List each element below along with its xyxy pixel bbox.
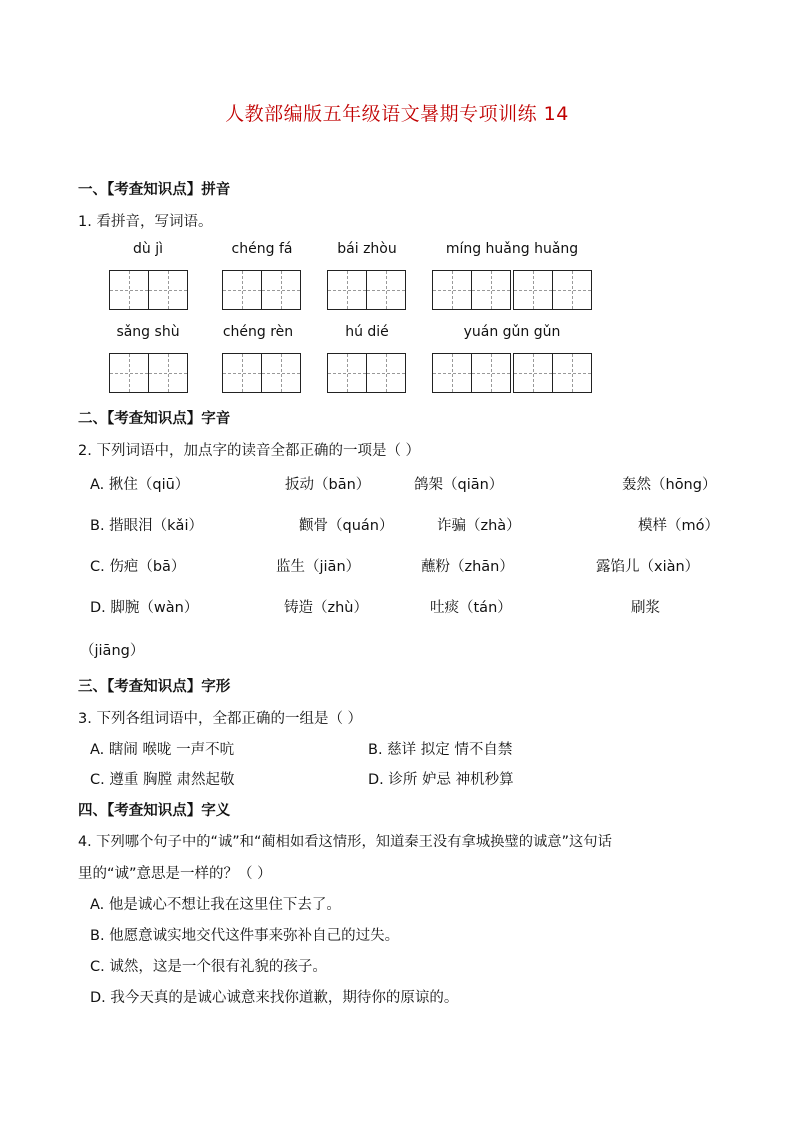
writing-box[interactable] xyxy=(222,270,262,310)
option-a-item[interactable]: A. 揪住（qiū） xyxy=(90,477,190,493)
option-d-item: 铸造（zhù） xyxy=(284,600,368,616)
option-b[interactable]: B. 他愿意诚实地交代这件事来弥补自己的过失。 xyxy=(90,928,400,944)
pinyin-label: chéng rèn xyxy=(222,324,294,340)
writing-box[interactable] xyxy=(109,353,149,393)
option-a-item: 鸽架（qiān） xyxy=(414,477,504,493)
option-b-item: 模样（mó） xyxy=(638,518,719,534)
question-4-stem-cont: 里的“诚”意思是一样的？（ ） xyxy=(78,866,272,882)
writing-box[interactable] xyxy=(148,270,188,310)
page-title: 人教部编版五年级语文暑期专项训练 14 xyxy=(225,103,569,125)
writing-box[interactable] xyxy=(432,270,472,310)
writing-box[interactable] xyxy=(471,270,511,310)
pinyin-label: yuán gǔn gǔn xyxy=(463,324,561,340)
option-c[interactable]: C. 遵重 胸膛 肃然起敬 xyxy=(90,772,235,788)
option-d-tail: （jiāng） xyxy=(80,643,145,659)
writing-box[interactable] xyxy=(552,353,592,393)
writing-box[interactable] xyxy=(513,270,553,310)
writing-box[interactable] xyxy=(513,353,553,393)
option-c-item[interactable]: C. 伤疤（bā） xyxy=(90,559,186,575)
section-heading-meaning: 四、【考查知识点】字义 xyxy=(78,803,231,819)
writing-box[interactable] xyxy=(552,270,592,310)
question-4-stem: 4. 下列哪个句子中的“诚”和“蔺相如看这情形，知道秦王没有拿城换璧的诚意”这句话 xyxy=(78,834,612,850)
option-b[interactable]: B. 慈详 拟定 情不自禁 xyxy=(368,742,513,758)
pinyin-label: bái zhòu xyxy=(337,241,397,257)
option-d-item: 吐痰（tán） xyxy=(430,600,512,616)
question-2-stem: 2. 下列词语中，加点字的读音全都正确的一项是（ ） xyxy=(78,443,421,459)
question-3-stem: 3. 下列各组词语中，全都正确的一组是（ ） xyxy=(78,711,363,727)
writing-box[interactable] xyxy=(327,270,367,310)
option-c-item: 监生（jiān） xyxy=(276,559,361,575)
option-b-item: 诈骗（zhà） xyxy=(437,518,521,534)
writing-box[interactable] xyxy=(261,353,301,393)
option-d-item[interactable]: D. 脚腕（wàn） xyxy=(90,600,199,616)
writing-box[interactable] xyxy=(261,270,301,310)
option-a[interactable]: A. 瞎闹 喉咙 一声不吭 xyxy=(90,742,235,758)
pinyin-label: sǎng shù xyxy=(116,324,180,340)
option-a-item: 轰然（hōng） xyxy=(622,477,717,493)
option-d[interactable]: D. 诊所 妒忌 神机秒算 xyxy=(368,772,514,788)
option-c-item: 露馅儿（xiàn） xyxy=(596,559,700,575)
section-heading-glyph: 三、【考查知识点】字形 xyxy=(78,679,231,695)
writing-box[interactable] xyxy=(366,353,406,393)
writing-box[interactable] xyxy=(432,353,472,393)
option-c[interactable]: C. 诚然，这是一个很有礼貌的孩子。 xyxy=(90,959,327,975)
section-heading-pinyin: 一、【考查知识点】拼音 xyxy=(78,182,231,198)
question-1-stem: 1. 看拼音，写词语。 xyxy=(78,214,213,230)
option-a-item: 扳动（bān） xyxy=(285,477,371,493)
writing-box[interactable] xyxy=(366,270,406,310)
writing-box[interactable] xyxy=(148,353,188,393)
writing-box[interactable] xyxy=(327,353,367,393)
option-d[interactable]: D. 我今天真的是诚心诚意来找你道歉，期待你的原谅的。 xyxy=(90,990,459,1006)
pinyin-label: chéng fá xyxy=(231,241,293,257)
writing-box[interactable] xyxy=(109,270,149,310)
section-heading-pronunciation: 二、【考查知识点】字音 xyxy=(78,411,231,427)
pinyin-label: dù jì xyxy=(133,241,163,257)
option-a[interactable]: A. 他是诚心不想让我在这里住下去了。 xyxy=(90,897,341,913)
option-b-item[interactable]: B. 揩眼泪（kǎi） xyxy=(90,518,203,534)
option-c-item: 蘸粉（zhān） xyxy=(421,559,514,575)
pinyin-label: míng huǎng huǎng xyxy=(445,241,579,257)
option-d-item: 刷浆 xyxy=(631,600,660,616)
writing-box[interactable] xyxy=(222,353,262,393)
pinyin-label: hú dié xyxy=(345,324,389,340)
option-b-item: 颧骨（quán） xyxy=(299,518,394,534)
writing-box[interactable] xyxy=(471,353,511,393)
